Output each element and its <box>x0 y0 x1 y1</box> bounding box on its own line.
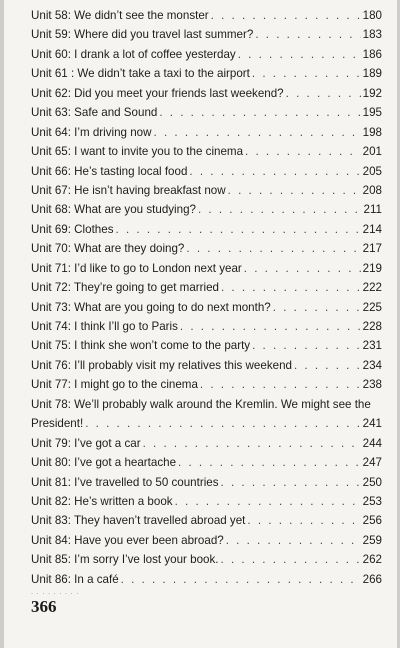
toc-entry-page: 262 <box>362 553 382 567</box>
toc-entry <box>31 531 382 550</box>
toc-entry <box>31 550 382 569</box>
toc-entry-page: 253 <box>362 494 382 508</box>
toc-entry <box>31 278 382 297</box>
toc-entry-page: 228 <box>362 320 382 333</box>
toc-entry <box>31 492 382 511</box>
toc-entry-page: 266 <box>362 572 382 586</box>
toc-entry-page: 192 <box>362 86 382 100</box>
dot-leader <box>154 123 361 142</box>
toc-entry <box>31 453 382 472</box>
dot-leader <box>238 45 361 64</box>
toc-entry <box>31 123 382 142</box>
toc-entry-page: 259 <box>362 533 382 547</box>
toc-entry-title: Unit 65: I want to invite you to the cinema <box>31 145 244 159</box>
toc-entry <box>31 395 382 434</box>
toc-entry-title: Unit 76: I’ll probably visit my relatives this weekend <box>31 358 292 372</box>
dot-leader <box>186 239 360 258</box>
table-of-contents <box>31 6 382 589</box>
toc-entry <box>31 473 382 492</box>
toc-entry <box>31 142 382 161</box>
dot-leader <box>252 336 361 355</box>
toc-entry-page: 250 <box>362 475 382 489</box>
toc-entry-page: 225 <box>362 300 382 314</box>
dot-leader <box>221 278 361 297</box>
toc-entry <box>31 25 382 44</box>
toc-entry-title: Unit 81: I’ve travelled to 50 countries <box>31 475 219 489</box>
toc-entry <box>31 200 382 219</box>
toc-entry-title: Unit 85: I’m sorry I’ve lost your book. <box>31 553 219 567</box>
dot-leader <box>221 550 361 569</box>
toc-entry <box>31 162 382 181</box>
toc-entry <box>31 336 382 355</box>
dot-leader <box>178 453 361 472</box>
toc-entry-page: 256 <box>362 514 382 528</box>
dot-leader <box>189 162 360 181</box>
dot-leader <box>286 84 361 103</box>
toc-entry <box>31 6 382 25</box>
toc-entry <box>31 64 382 83</box>
dot-leader <box>244 259 361 278</box>
folio-block <box>31 591 79 616</box>
toc-entry <box>31 511 382 530</box>
dot-leader <box>273 298 361 317</box>
toc-entry-title: Unit 84: Have you ever been abroad? <box>31 533 224 547</box>
toc-entry-page: 247 <box>362 456 382 470</box>
dot-leader <box>180 317 361 336</box>
page-number: 366 <box>31 597 57 616</box>
toc-entry-page: 238 <box>362 378 382 392</box>
toc-entry-page: 214 <box>362 222 382 236</box>
dot-leader <box>175 492 361 511</box>
toc-entry-title: Unit 61 : We didn’t take a taxi to the airport <box>31 67 250 81</box>
toc-entry-title: Unit 63: Safe and Sound <box>31 106 158 120</box>
toc-entry-page: 180 <box>362 9 382 22</box>
dot-leader <box>255 25 360 44</box>
dot-leader <box>252 64 361 83</box>
toc-entry <box>31 84 382 103</box>
toc-entry <box>31 259 382 278</box>
toc-entry-title: Unit 70: What are they doing? <box>31 242 185 256</box>
toc-entry-title-continued: President! <box>31 417 84 431</box>
toc-entry <box>31 570 382 589</box>
toc-entry-title: Unit 69: Clothes <box>31 222 114 236</box>
toc-entry-page: 208 <box>362 183 382 197</box>
toc-entry-page: 205 <box>362 164 382 178</box>
dot-leader <box>294 356 361 375</box>
toc-entry-title: Unit 86: In a café <box>31 572 119 586</box>
toc-entry-title: Unit 79: I’ve got a car <box>31 436 141 450</box>
toc-entry-title: Unit 71: I’d like to go to London next year <box>31 261 242 275</box>
dot-leader <box>121 570 361 589</box>
toc-entry-title: Unit 62: Did you meet your friends last weekend? <box>31 86 284 100</box>
toc-entry-page: 195 <box>362 106 382 120</box>
dot-leader <box>85 414 360 433</box>
toc-entry-title: Unit 82: He’s written a book <box>31 494 173 508</box>
toc-entry-title: Unit 73: What are you going to do next month? <box>31 300 271 314</box>
dot-leader <box>247 511 360 530</box>
toc-entry-title: Unit 58: We didn’t see the monster <box>31 9 209 22</box>
toc-entry-title: Unit 64: I’m driving now <box>31 125 152 139</box>
toc-entry-page: 201 <box>362 145 382 159</box>
toc-entry <box>31 220 382 239</box>
toc-entry-title: Unit 72: They’re going to get married <box>31 281 219 295</box>
toc-entry-title: Unit 75: I think she won’t come to the party <box>31 339 251 353</box>
dot-leader <box>143 434 361 453</box>
dot-leader <box>245 142 361 161</box>
dot-leader <box>228 181 361 200</box>
toc-entry-title: Unit 60: I drank a lot of coffee yesterday <box>31 47 236 61</box>
toc-entry-page: 234 <box>362 358 382 372</box>
dot-leader <box>159 103 360 122</box>
toc-entry-page: 211 <box>363 203 382 217</box>
toc-entry <box>31 356 382 375</box>
toc-entry-page: 183 <box>362 28 382 42</box>
toc-entry-title: Unit 77: I might go to the cinema <box>31 378 198 392</box>
dot-leader <box>116 220 361 239</box>
dot-leader <box>200 375 361 394</box>
dot-leader <box>226 531 361 550</box>
toc-entry <box>31 317 382 336</box>
toc-entry-page: 198 <box>362 125 382 139</box>
dot-leader <box>198 200 362 219</box>
toc-entry <box>31 45 382 64</box>
toc-entry <box>31 181 382 200</box>
toc-entry-page: 244 <box>362 436 382 450</box>
toc-entry <box>31 103 382 122</box>
toc-entry-page: 189 <box>362 67 382 81</box>
toc-entry <box>31 239 382 258</box>
toc-entry <box>31 375 382 394</box>
toc-entry <box>31 298 382 317</box>
toc-entry-title: Unit 67: He isn’t having breakfast now <box>31 183 226 197</box>
toc-entry-page: 217 <box>362 242 382 256</box>
book-page <box>4 0 397 648</box>
toc-entry-title: Unit 78: We’ll probably walk around the Kremlin. We might see the <box>31 397 371 411</box>
toc-entry-page: 231 <box>362 339 382 353</box>
toc-entry <box>31 434 382 453</box>
toc-entry-title: Unit 80: I’ve got a heartache <box>31 456 177 470</box>
dot-leader <box>211 6 361 25</box>
toc-entry-page: 219 <box>362 261 382 275</box>
dot-leader <box>221 473 361 492</box>
toc-entry-page: 186 <box>362 47 382 61</box>
toc-entry-title: Unit 74: I think I’ll go to Paris <box>31 320 178 333</box>
toc-entry-page: 222 <box>362 281 382 295</box>
toc-entry-title: Unit 66: He’s tasting local food <box>31 164 188 178</box>
toc-entry-title: Unit 68: What are you studying? <box>31 203 196 217</box>
toc-entry-title: Unit 59: Where did you travel last summer? <box>31 28 254 42</box>
toc-entry-title: Unit 83: They haven’t travelled abroad yet <box>31 514 246 528</box>
toc-entry-page: 241 <box>362 417 382 431</box>
